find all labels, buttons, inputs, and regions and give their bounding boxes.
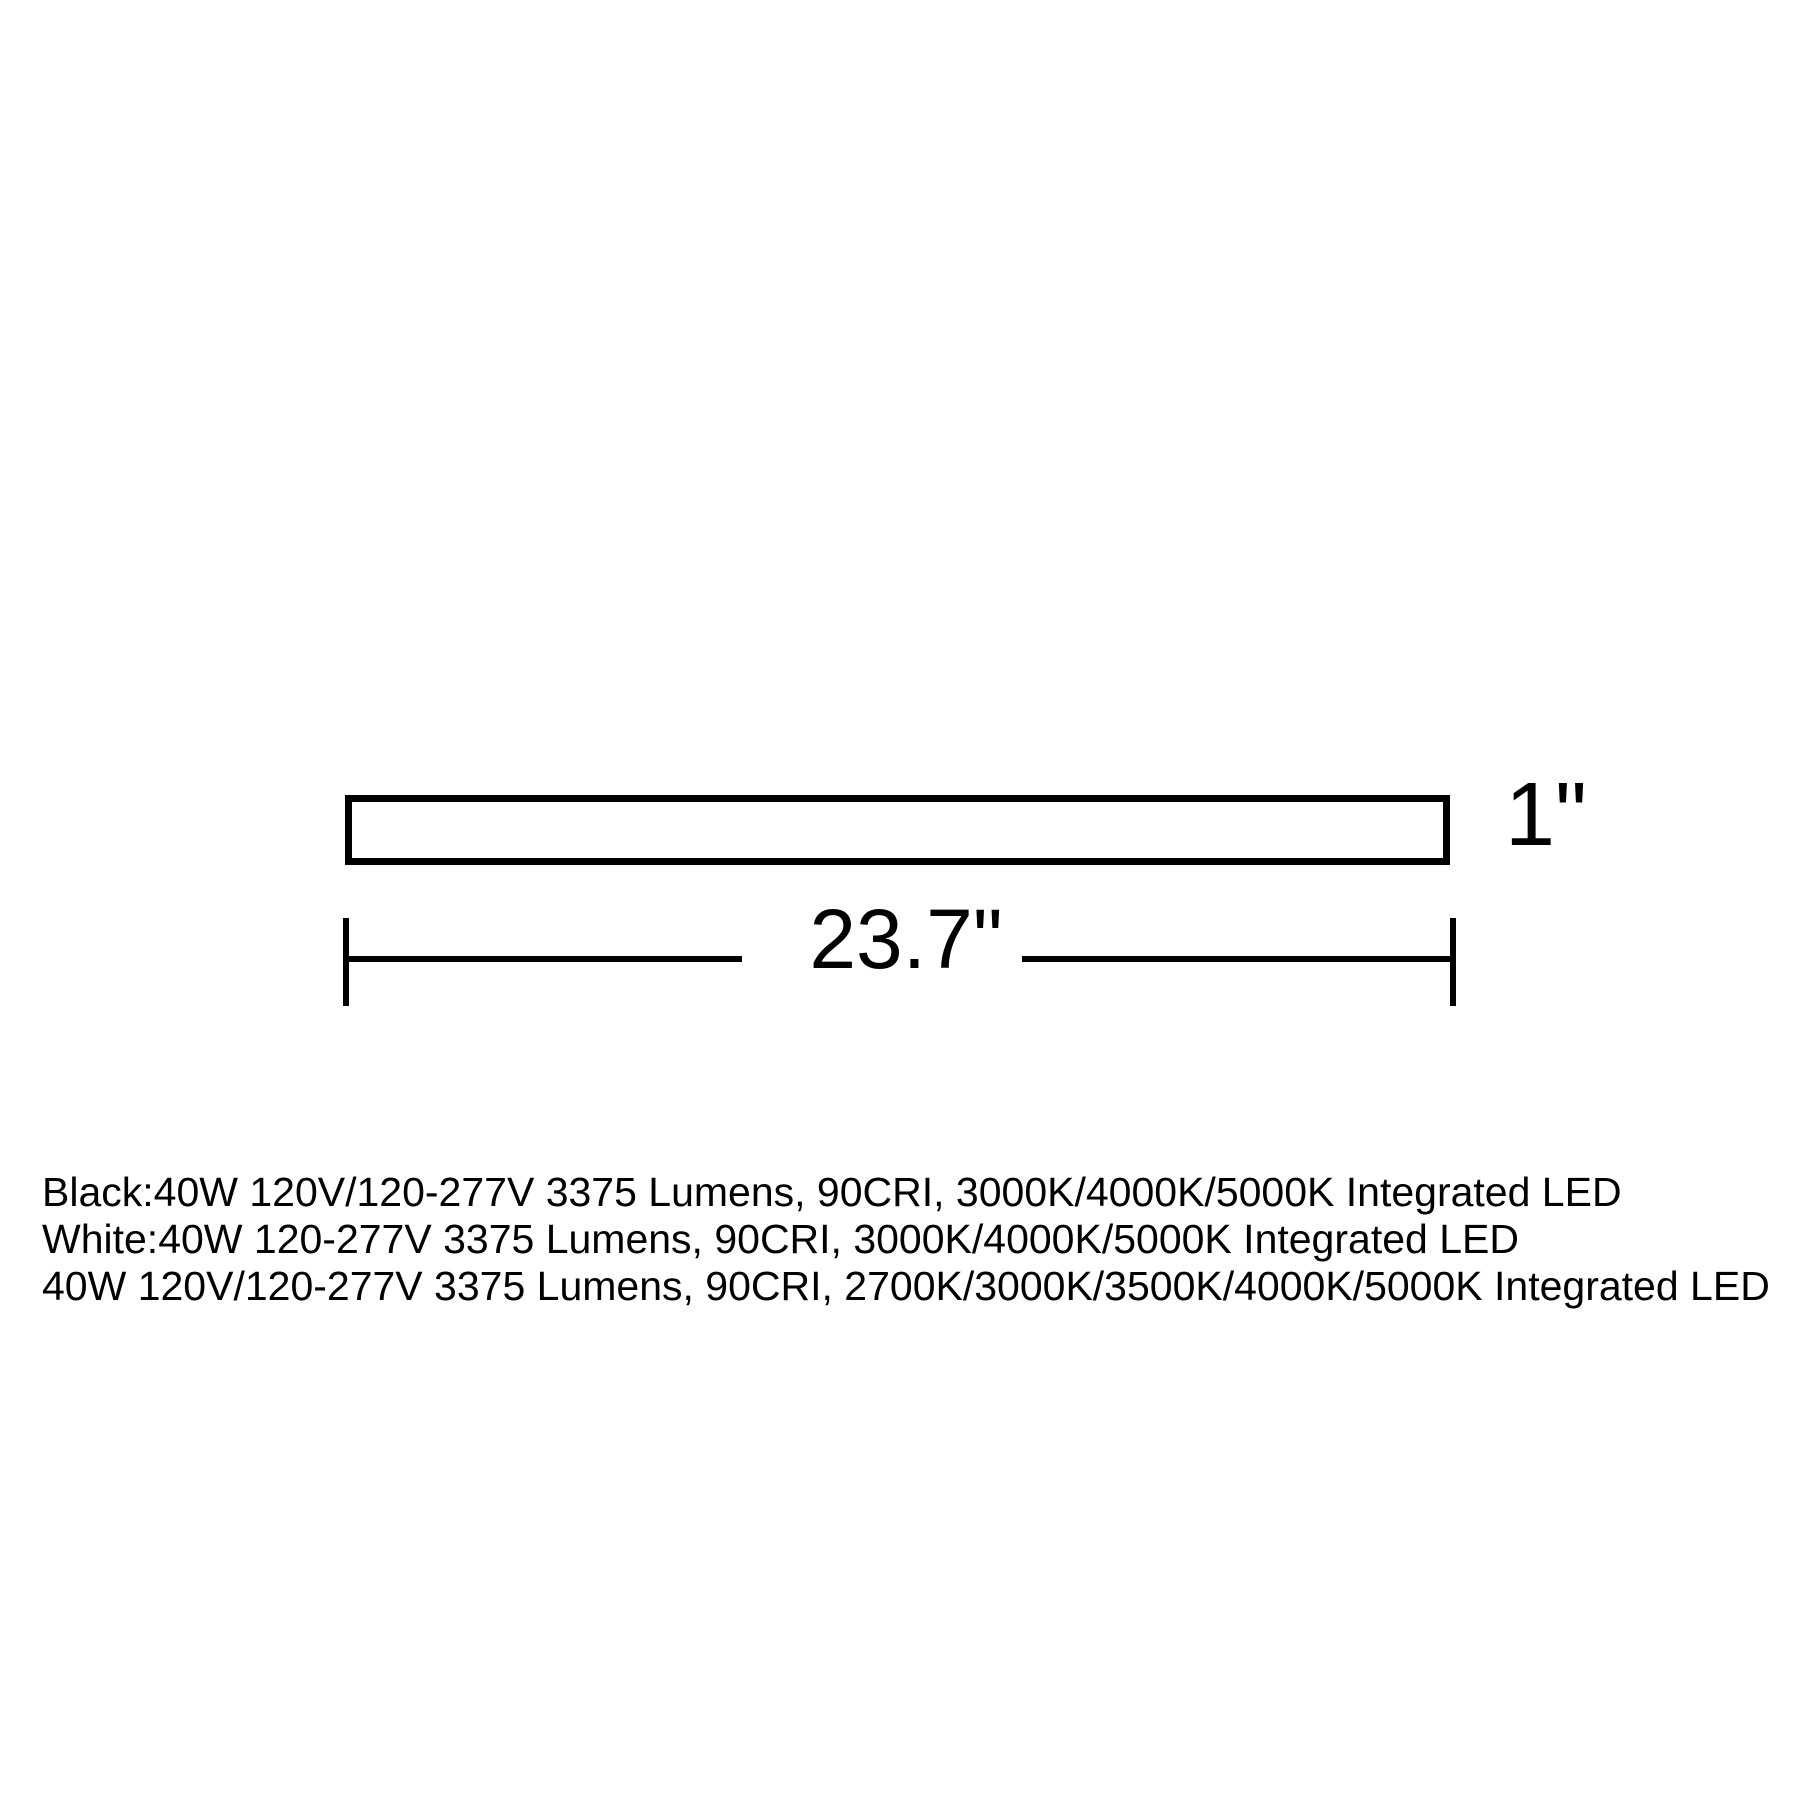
- spec-line-generic: 40W 120V/120-277V 3375 Lumens, 90CRI, 2700K/3000K/3500K/4000K/5000K Integrated LED: [42, 1263, 1770, 1309]
- spec-line-white: White:40W 120-277V 3375 Lumens, 90CRI, 3000K/4000K/5000K Integrated LED: [42, 1216, 1519, 1262]
- dimension-line-left-segment: [345, 956, 742, 962]
- dimension-line-right-segment: [1022, 956, 1453, 962]
- height-dimension-label: 1": [1505, 765, 1588, 865]
- width-dimension-label: 23.7": [809, 892, 1003, 986]
- dimension-tick-left: [343, 918, 349, 1006]
- fixture-profile-rectangle: [345, 795, 1450, 865]
- spec-text-block: [42, 1169, 1770, 1310]
- dimension-tick-right: [1450, 918, 1456, 1006]
- spec-line-black: Black:40W 120V/120-277V 3375 Lumens, 90CRI, 3000K/4000K/5000K Integrated LED: [42, 1169, 1622, 1215]
